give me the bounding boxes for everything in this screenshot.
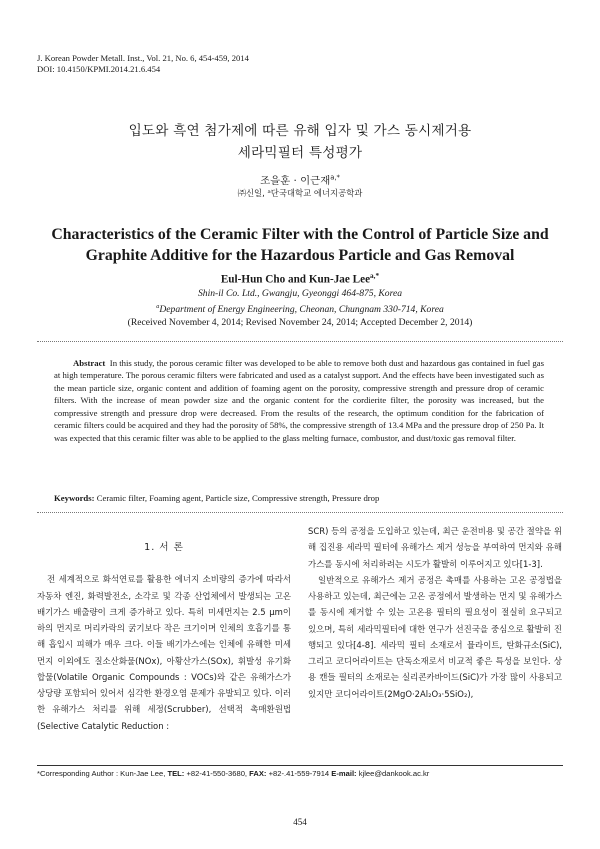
tel-label: TEL: bbox=[167, 769, 185, 778]
received-dates: (Received November 4, 2014; Revised November 24, 2014; Accepted December 2, 2014) bbox=[127, 317, 473, 328]
english-title bbox=[30, 224, 570, 266]
footnote-divider bbox=[37, 765, 563, 766]
body-column-right bbox=[308, 523, 562, 702]
keywords-text: Ceramic filter, Foaming agent, Particle size, Compressive strength, Pressure drop bbox=[96, 493, 380, 503]
english-title-line1: Characteristics of the Ceramic Filter with the Control of Particle Size and bbox=[51, 226, 549, 243]
affiliation-2 bbox=[0, 301, 600, 317]
fax-value: +82-.41-559-7914 bbox=[266, 769, 332, 778]
tel-value: +82-41-550-3680, bbox=[184, 769, 250, 778]
korean-author-sup: a,* bbox=[330, 173, 340, 182]
journal-citation: J. Korean Powder Metall. Inst., Vol. 21, No. 6, 454-459, 2014 bbox=[37, 53, 249, 63]
affiliation-2-sup: a bbox=[156, 302, 160, 310]
keywords bbox=[54, 493, 544, 503]
body-column-left bbox=[37, 523, 291, 734]
abstract-label: Abstract bbox=[73, 358, 106, 368]
english-author-names: Eul-Hun Cho and Kun-Jae Lee bbox=[220, 273, 371, 286]
corresponding-author-footnote bbox=[37, 769, 429, 778]
page-number: 454 bbox=[293, 817, 307, 827]
keywords-label: Keywords: bbox=[54, 493, 95, 503]
english-authors bbox=[0, 272, 600, 286]
korean-authors bbox=[0, 172, 600, 187]
affiliation-2-text: Department of Energy Engineering, Cheonan, Chungnam 330-714, Korea bbox=[159, 303, 444, 315]
english-affiliations bbox=[0, 288, 600, 316]
korean-title bbox=[0, 120, 600, 164]
email-label: E-mail: bbox=[331, 769, 357, 778]
body-paragraph: SCR) 등의 공정을 도입하고 있는데, 최근 운전비용 및 공간 절약을 위해 집진용 세라믹 필터에 유해가스 제거 성능을 부여하여 먼지와 유해가스를 동시에 처리하려는 시도가 활발히 이루어지고 있다[1-3]. bbox=[308, 526, 562, 569]
doi[interactable]: DOI: 10.4150/KPMI.2014.21.6.454 bbox=[37, 64, 161, 74]
fax-label: FAX: bbox=[249, 769, 267, 778]
korean-title-line2: 세라믹필터 특성평가 bbox=[237, 145, 363, 161]
affiliation-1: Shin-il Co. Ltd., Gwangju, Gyeonggi 464-875, Korea bbox=[197, 288, 403, 299]
body-paragraph: 일반적으로 유해가스 제거 공정은 촉매를 사용하는 고온 공정법을 사용하고 있는데, 최근에는 고온 공정에서 발생하는 먼지 및 유해가스를 동시에 제거할 수 있는 고온용 필터의 필요성이 절실히 요구되고 있으며, 특히 세라믹필터에 대한 연구가 선진국을 중심으로 활발히 진행되고 있다[4-8]. 세라믹 필터 소재로서 뮬라이트, 탄화규소(SiC), 그리고 코디어라이트는 단독소재로서 비교적 좋은 특성을 보인다. 상용 캔들 필터의 소재로는 실리콘카바이드(SiC)가 가장 많이 사용되고 있지만 코디어라이트(2MgO·2Al₂O₃·5SiO₂), bbox=[308, 574, 562, 699]
top-dotted-rule bbox=[37, 341, 563, 342]
abstract-text: In this study, the porous ceramic filter was developed to be able to remove both dust and hazardous gas contained in fuel gas at high temperature. The porous ceramic filters were fabricated and used as a catalyst support. And the effects have been investigated such as the mean particle size, organic content and addition of foaming agent on the porosity, compressive strength and pressure drop of ceramic filters. With the increase of mean powder size and the organic content for the cordierite filter, the porosity was increased, but the compressive strength and pressure drop were decreased. From the results of the research, the optimum condition for the fabrication of ceramic filters could be acquired and they had the porosity of 58%, the compressive strength of 13.4 MPa and the pressure drop of 250 Pa. It was expected that this ceramic filter was able to be applied to the glass melting furnace, combustor, and dust/toxic gas removal filter. bbox=[54, 358, 545, 443]
bottom-dotted-rule bbox=[37, 512, 563, 513]
english-author-sup: a,* bbox=[370, 272, 380, 280]
section-title-introduction: 1. 서 론 bbox=[144, 542, 184, 553]
korean-affiliation: ㈜신일, ᵃ단국대학교 에너지공학과 bbox=[237, 188, 363, 198]
footnote-prefix: *Corresponding Author : Kun-Jae Lee, bbox=[37, 769, 168, 778]
email-link[interactable]: kjlee@dankook.ac.kr bbox=[356, 769, 430, 778]
body-paragraph: 전 세계적으로 화석연료를 활용한 에너지 소비량의 증가에 따라서 자동차 엔진, 화력발전소, 소각로 및 각종 산업체에서 발생되는 고온 배기가스 배출량이 크게 증가하고 있다. 특히 미세먼지는 2.5 μm이하의 먼지로 머리카락의 굵기보다 작은 크기이며 인체의 호흡기를 통해 흡입시 피해가 매우 크다. 이들 배기가스에는 인체에 유해한 미세먼지 이외에도 질소산화물(NOx), 아황산가스(SOx), 휘발성 유기화합물(Volatile Organic Compounds : VOCs)와 같은 유해가스가 상당량 포함되어 있어서 심각한 환경오염 문제가 유발되고 있다. 이러한 유해가스 처리를 위해 세정(Scrubber), 선택적 촉매환원법(Selective Catalytic Reduction : bbox=[37, 574, 291, 731]
korean-author-names: 조을훈 · 이근재 bbox=[260, 175, 331, 187]
journal-header bbox=[37, 53, 249, 75]
abstract bbox=[54, 357, 544, 444]
english-title-line2: Graphite Additive for the Hazardous Particle and Gas Removal bbox=[85, 247, 515, 264]
korean-title-line1: 입도와 흑연 첨가제에 따른 유해 입자 및 가스 동시제거용 bbox=[128, 123, 472, 139]
